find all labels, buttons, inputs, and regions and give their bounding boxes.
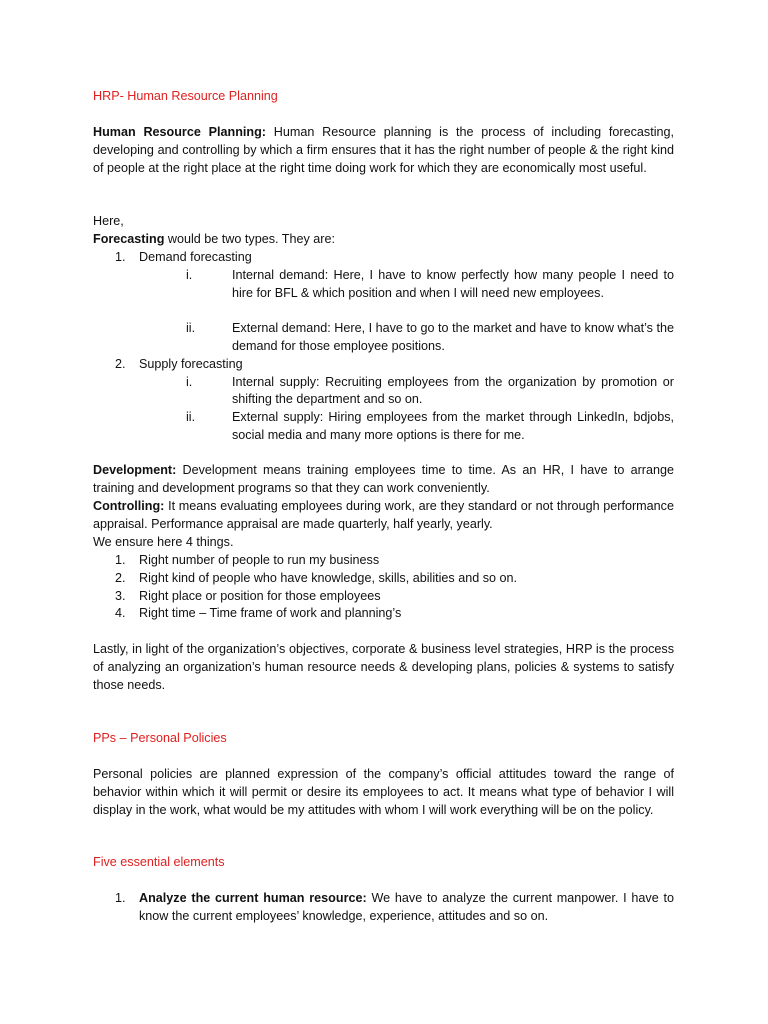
here-label: Here, bbox=[93, 214, 124, 228]
list-text: Right time – Time frame of work and planning’s bbox=[139, 606, 402, 621]
ensure-intro: We ensure here 4 things. bbox=[93, 535, 234, 549]
list-text: Right number of people to run my business bbox=[139, 553, 380, 567]
forecasting-line bbox=[93, 231, 674, 249]
hrp-definition bbox=[93, 124, 674, 177]
elements-heading: Five essential elements bbox=[93, 855, 225, 869]
list-item bbox=[93, 570, 674, 588]
controlling-text: It means evaluating employees during work, are they standard or not through performance appraisal. Performance appraisal are made quarterly, half yearly, yearly. bbox=[93, 499, 674, 531]
list-text: Right place or position for those employees bbox=[139, 588, 381, 603]
list-item bbox=[93, 890, 674, 926]
list-text: Right kind of people who have knowledge, skills, abilities and so on. bbox=[139, 570, 518, 585]
lastly-paragraph: Lastly, in light of the organization’s objectives, corporate & business level strategies, HRP is the process of analyzing an organization’s human resource needs & developing plans, policies & systems to satisfy those needs. bbox=[93, 642, 674, 692]
sub-list-text: Internal demand: Here, I have to know perfectly how many people I need to hire for BFL & which position and when I will need new employees. bbox=[232, 267, 674, 300]
element-text: We have to analyze the current manpower. I have to know the current employees’ knowledge, experience, attitudes and so on. bbox=[139, 891, 674, 923]
list-item bbox=[93, 552, 674, 570]
development-paragraph bbox=[93, 462, 674, 498]
element-term: Analyze the current human resource: bbox=[139, 891, 367, 905]
list-number: 1. bbox=[115, 250, 126, 264]
list-text bbox=[139, 890, 674, 926]
hrp-definition-text: Human Resource planning is the process of including forecasting, developing and controlling by which a firm ensures that it has the right number of people & the right kind of people at the right place at the right time doing work for which they are economically most useful. bbox=[93, 125, 674, 175]
list-label: Demand forecasting bbox=[139, 250, 252, 264]
sub-list-text: Internal supply: Recruiting employees from the organization by promotion or shifting the department and so on. bbox=[232, 374, 674, 407]
list-number: 2. bbox=[115, 356, 126, 371]
list-number: 3. bbox=[115, 588, 126, 603]
list-item bbox=[93, 605, 674, 623]
list-number: 1. bbox=[115, 891, 126, 905]
sub-list-item bbox=[93, 374, 674, 410]
sub-list-text: External supply: Hiring employees from the market through LinkedIn, bdjobs, social media and many more options is there for me. bbox=[232, 410, 674, 442]
sub-list-number: i. bbox=[186, 267, 193, 282]
forecasting-text: would be two types. They are: bbox=[164, 232, 335, 246]
ensure-list bbox=[93, 552, 674, 623]
list-item bbox=[93, 588, 674, 606]
hrp-definition-term: Human Resource Planning: bbox=[93, 125, 266, 139]
sub-list-text: External demand: Here, I have to go to the market and have to know what’s the demand for those employee positions. bbox=[232, 321, 674, 353]
pps-heading: PPs – Personal Policies bbox=[93, 731, 227, 745]
sub-list-item bbox=[93, 409, 674, 445]
pps-paragraph: Personal policies are planned expression of the company’s official attitudes toward the range of behavior within which it will permit or desire its employees to act. It means what type of behavior I will display in the work, what would be my attitudes with whom I will work everything will be on the policy. bbox=[93, 767, 674, 817]
sub-list-number: i. bbox=[186, 374, 193, 389]
sub-list-item bbox=[93, 320, 674, 356]
hrp-heading: HRP- Human Resource Planning bbox=[93, 89, 278, 103]
list-number: 2. bbox=[115, 570, 126, 585]
development-text: Development means training employees time to time. As an HR, I have to arrange training and development programs so that they can work conveniently. bbox=[93, 463, 674, 495]
forecasting-term: Forecasting bbox=[93, 232, 165, 246]
elements-list bbox=[93, 890, 674, 926]
list-label: Supply forecasting bbox=[139, 356, 243, 371]
controlling-term: Controlling: bbox=[93, 499, 165, 513]
sub-list-item bbox=[93, 267, 674, 320]
list-number: 1. bbox=[115, 553, 126, 567]
controlling-paragraph bbox=[93, 498, 674, 534]
sub-list-number: ii. bbox=[186, 410, 196, 425]
development-term: Development: bbox=[93, 463, 177, 477]
list-number: 4. bbox=[115, 606, 126, 621]
forecast-list-item bbox=[93, 249, 674, 445]
sub-list-number: ii. bbox=[186, 321, 196, 336]
